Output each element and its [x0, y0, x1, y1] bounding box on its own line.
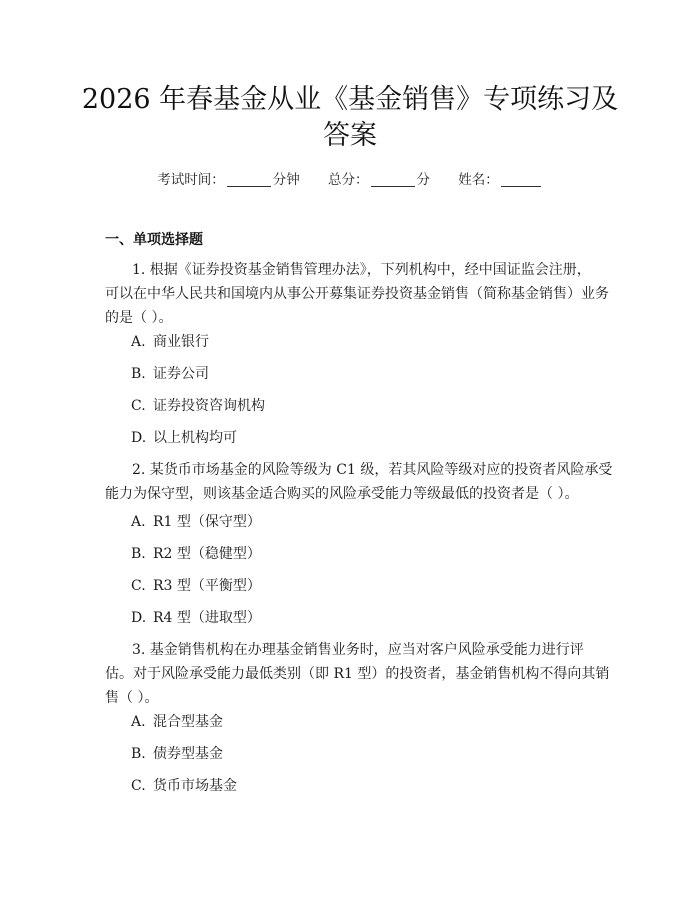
- option-letter: C.: [131, 578, 146, 594]
- option-text: R2 型（稳健型）: [153, 546, 261, 562]
- exam-time-blank: [227, 172, 271, 187]
- option-letter: B.: [131, 746, 146, 762]
- total-score-group: [328, 168, 430, 188]
- question-2-line-2: 能力为保守型，则该基金适合购买的风险承受能力等级最低的投资者是（ ）。: [105, 486, 579, 502]
- option-letter: A.: [131, 334, 146, 350]
- question-1-line-3: 的是（ ）。: [105, 310, 173, 326]
- option-text: R4 型（进取型）: [153, 610, 261, 626]
- option-text: 证券投资咨询机构: [153, 398, 265, 414]
- option-letter: C.: [131, 778, 146, 794]
- question-3-option-a: [131, 712, 223, 732]
- exam-time-unit: 分钟: [272, 172, 300, 188]
- option-text: 以上机构均可: [153, 430, 237, 446]
- question-2-option-c: [131, 576, 261, 596]
- question-2-option-d: [131, 608, 261, 628]
- question-3-line-2: 估。对于风险承受能力最低类别（即 R1 型）的投资者，基金销售机构不得向其销: [105, 666, 610, 682]
- name-label: 姓名：: [458, 172, 499, 188]
- name-group: [458, 168, 543, 188]
- question-1-option-b: [131, 364, 209, 384]
- question-1-stem: [105, 258, 609, 330]
- question-3-line-1: 3. 基金销售机构在办理基金销售业务时，应当对客户风险承受能力进行评: [132, 642, 584, 658]
- option-text: 混合型基金: [153, 714, 223, 730]
- total-score-unit: 分: [416, 172, 430, 188]
- option-letter: D.: [131, 610, 147, 626]
- option-letter: D.: [131, 430, 147, 446]
- option-text: 货币市场基金: [153, 778, 237, 794]
- name-blank: [501, 172, 541, 187]
- section-heading: 一、单项选择题: [105, 232, 203, 248]
- question-2-option-b: [131, 544, 261, 564]
- question-3-option-b: [131, 744, 223, 764]
- total-score-label: 总分：: [328, 172, 369, 188]
- document-title-line-2: 答案: [323, 120, 377, 151]
- option-text: R1 型（保守型）: [153, 514, 261, 530]
- question-1-option-d: [131, 428, 237, 448]
- question-1-line-2: 可以在中华人民共和国境内从事公开募集证券投资基金销售（简称基金销售）业务: [105, 286, 609, 302]
- option-letter: A.: [131, 714, 146, 730]
- question-3-line-3: 售（ ）。: [105, 690, 159, 706]
- option-text: 商业银行: [153, 334, 209, 350]
- question-1-option-a: [131, 332, 209, 352]
- option-text: 债券型基金: [153, 746, 223, 762]
- question-3-stem: [105, 638, 610, 710]
- question-2-option-a: [131, 512, 261, 532]
- document-title-line-1: 2026 年春基金从业《基金销售》专项练习及: [81, 84, 619, 115]
- option-text: R3 型（平衡型）: [153, 578, 261, 594]
- question-3-option-c: [131, 776, 237, 796]
- exam-time-group: [157, 168, 300, 188]
- total-score-blank: [371, 172, 415, 187]
- exam-time-label: 考试时间：: [157, 172, 225, 188]
- option-letter: C.: [131, 398, 146, 414]
- question-1-line-1: 1. 根据《证券投资基金销售管理办法》，下列机构中，经中国证监会注册，: [132, 262, 591, 278]
- option-letter: B.: [131, 546, 146, 562]
- exam-info: [0, 168, 700, 188]
- option-text: 证券公司: [153, 366, 209, 382]
- question-2-stem: [105, 458, 613, 506]
- option-letter: A.: [131, 514, 146, 530]
- question-1-option-c: [131, 396, 265, 416]
- option-letter: B.: [131, 366, 146, 382]
- question-2-line-1: 2. 某货币市场基金的风险等级为 C1 级，若其风险等级对应的投资者风险承受: [132, 462, 613, 478]
